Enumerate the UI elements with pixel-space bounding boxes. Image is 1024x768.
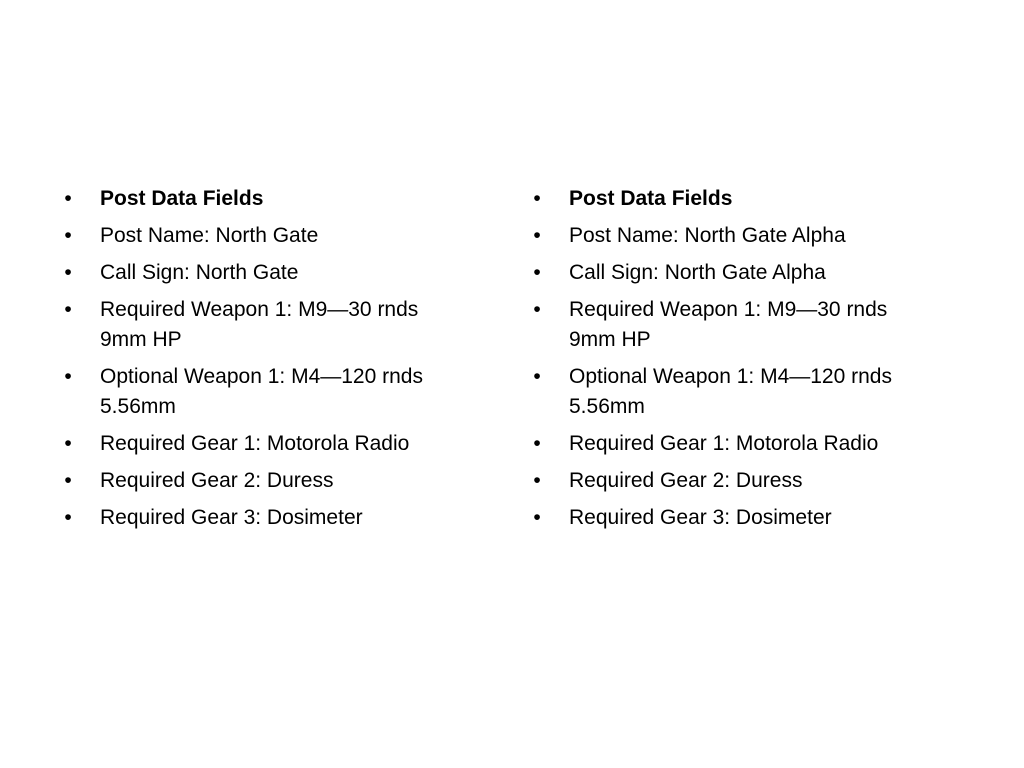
right-bullet-list (527, 184, 927, 533)
bullet-icon: • (64, 187, 72, 210)
list-item-text: Required Weapon 1: M9—30 rnds 9mm HP (569, 298, 888, 351)
bullet-icon: • (64, 261, 72, 284)
list-item (58, 184, 458, 214)
bullet-icon: • (64, 298, 72, 321)
list-item (527, 503, 927, 533)
list-item (527, 258, 927, 288)
list-item (58, 362, 458, 422)
bullet-icon: • (533, 224, 541, 247)
list-item-text: Call Sign: North Gate Alpha (569, 261, 826, 284)
bullet-icon: • (64, 365, 72, 388)
list-item-text: Required Gear 3: Dosimeter (100, 506, 363, 529)
bullet-icon: • (533, 469, 541, 492)
list-item (58, 429, 458, 459)
list-item (58, 221, 458, 251)
list-item-text: Call Sign: North Gate (100, 261, 299, 284)
left-bullet-list (58, 184, 458, 533)
list-item-text: Required Weapon 1: M9—30 rnds 9mm HP (100, 298, 419, 351)
bullet-icon: • (64, 432, 72, 455)
bullet-icon: • (64, 506, 72, 529)
list-item-text: Optional Weapon 1: M4—120 rnds 5.56mm (100, 365, 423, 418)
bullet-icon: • (64, 224, 72, 247)
list-item-text: Required Gear 2: Duress (100, 469, 334, 492)
list-item (58, 466, 458, 496)
list-item (58, 258, 458, 288)
list-item (527, 221, 927, 251)
bullet-icon: • (533, 432, 541, 455)
list-item (58, 295, 458, 355)
list-item (527, 362, 927, 422)
list-item-text: Required Gear 1: Motorola Radio (569, 432, 879, 455)
list-item-text: Post Data Fields (569, 187, 733, 210)
list-item-text: Post Data Fields (100, 187, 264, 210)
list-item-text: Post Name: North Gate (100, 224, 319, 247)
bullet-icon: • (533, 506, 541, 529)
bullet-icon: • (533, 261, 541, 284)
bullet-icon: • (533, 298, 541, 321)
bullet-icon: • (533, 187, 541, 210)
list-item-text: Required Gear 3: Dosimeter (569, 506, 832, 529)
bullet-icon: • (533, 365, 541, 388)
list-item (527, 184, 927, 214)
list-item-text: Required Gear 2: Duress (569, 469, 803, 492)
list-item-text: Required Gear 1: Motorola Radio (100, 432, 410, 455)
right-column (527, 184, 927, 540)
list-item (58, 503, 458, 533)
list-item (527, 295, 927, 355)
list-item-text: Post Name: North Gate Alpha (569, 224, 846, 247)
list-item-text: Optional Weapon 1: M4—120 rnds 5.56mm (569, 365, 892, 418)
list-item (527, 466, 927, 496)
left-column (58, 184, 458, 540)
list-item (527, 429, 927, 459)
bullet-icon: • (64, 469, 72, 492)
